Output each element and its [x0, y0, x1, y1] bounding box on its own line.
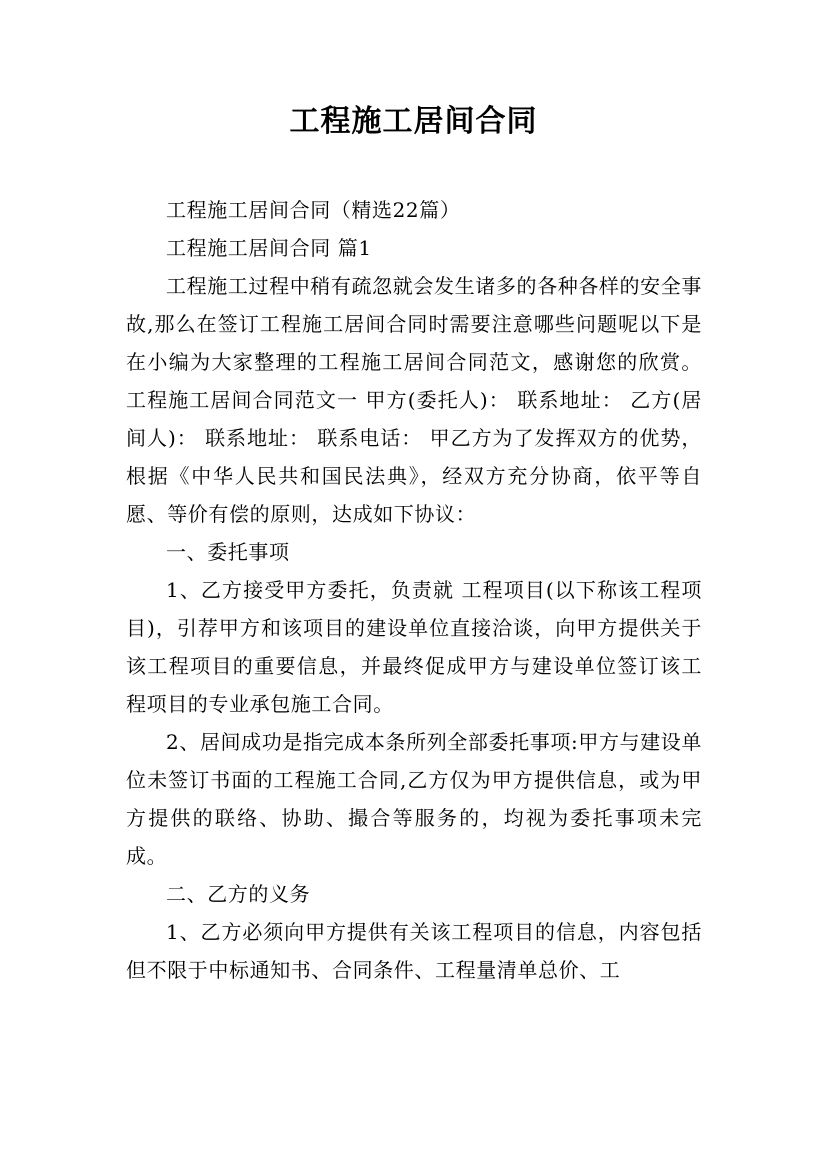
paragraph-intro: 工程施工过程中稍有疏忽就会发生诸多的各种各样的安全事故,那么在签订工程施工居间合同时需要注意哪些问题呢以下是在小编为大家整理的工程施工居间合同范文，感谢您的欣赏。 工程施工居间合同范文一 甲方(委托人)： 联系地址： 乙方(居间人)： 联系地址： 联系电话： 甲乙方为了发挥双方的优势，根据《中华人民共和国民法典》，经双方充分协商，依平等自愿、等价有偿的原则，达成如下协议：	[126, 274, 702, 526]
section-heading-entrustment: 一、委托事项	[166, 540, 290, 564]
paragraph-obligation-item-1: 1、乙方必须向甲方提供有关该工程项目的信息，内容包括但不限于中标通知书、合同条件、工程量清单总价、工	[126, 920, 702, 982]
paragraph-article-heading: 工程施工居间合同 篇1	[166, 236, 372, 260]
paragraph-collection-heading: 工程施工居间合同（精选22篇）	[166, 198, 461, 222]
paragraph-entrustment-item-2: 2、居间成功是指完成本条所列全部委托事项:甲方与建设单位未签订书面的工程施工合同,乙方仅为甲方提供信息，或为甲方提供的联络、协助、撮合等服务的，均视为委托事项未完成。	[126, 730, 702, 868]
document-title: 工程施工居间合同	[289, 104, 538, 139]
document-body	[126, 191, 702, 989]
paragraph-entrustment-item-1: 1、乙方接受甲方委托，负责就 工程项目(以下称该工程项目)，引荐甲方和该项目的建设单位直接洽谈，向甲方提供关于该工程项目的重要信息，并最终促成甲方与建设单位签订该工程项目的专业承包施工合同。	[126, 578, 702, 716]
section-heading-obligations: 二、乙方的义务	[166, 882, 311, 906]
